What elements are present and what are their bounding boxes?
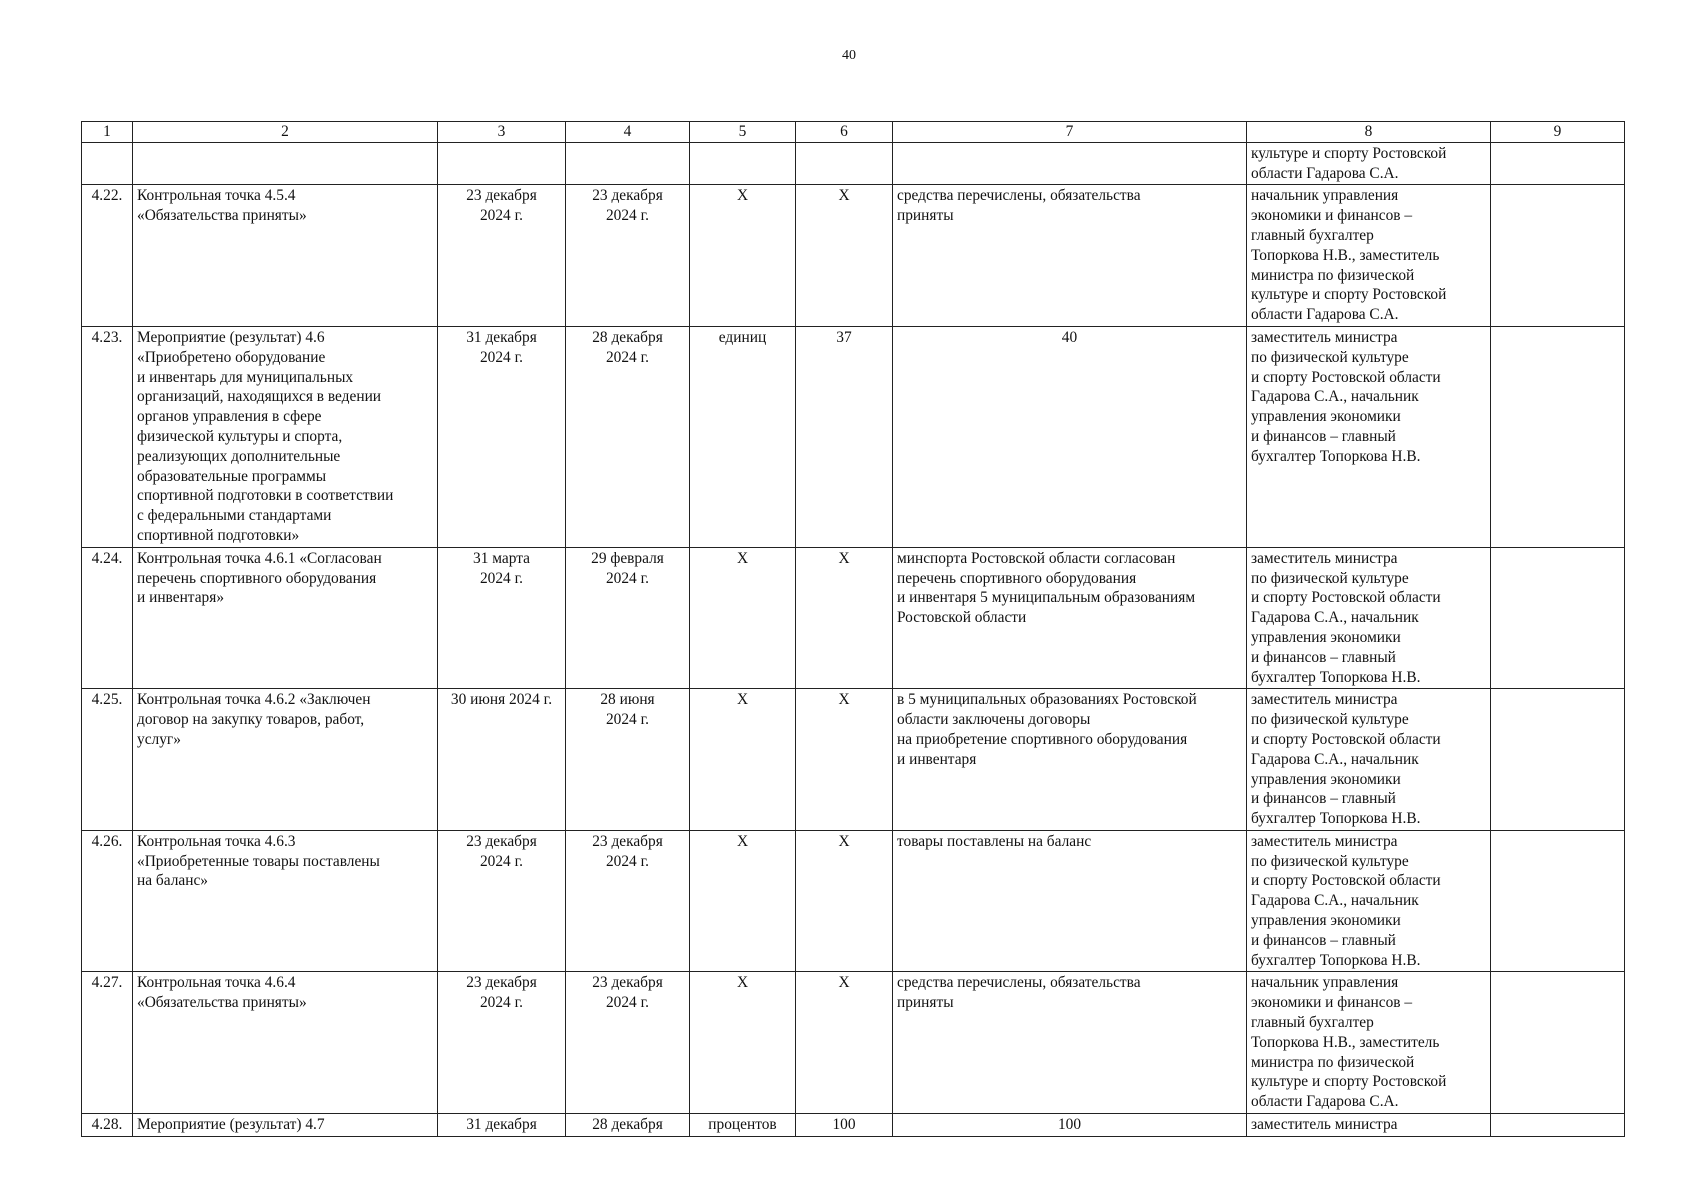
result-description-cell: средства перечислены, обязательства приняты bbox=[893, 185, 1247, 327]
responsible-person-cell: заместитель министра по физической культуре и спорту Ростовской области Гадарова С.А., начальник управления экономики и финансов – главный бухгалтер Топоркова Н.В. bbox=[1247, 689, 1491, 831]
event-name-cell: Контрольная точка 4.6.2 «Заключен договор на закупку товаров, работ, услуг» bbox=[133, 689, 438, 831]
fact-date-cell: 28 декабря 2024 г. bbox=[566, 326, 690, 547]
fact-date-cell: 29 февраля 2024 г. bbox=[566, 547, 690, 689]
result-description-cell: товары поставлены на баланс bbox=[893, 830, 1247, 972]
event-name-cell: Контрольная точка 4.6.1 «Согласован перечень спортивного оборудования и инвентаря» bbox=[133, 547, 438, 689]
table-row bbox=[82, 326, 1625, 547]
note-cell bbox=[1491, 547, 1625, 689]
fact-value-cell: 100 bbox=[893, 1114, 1247, 1137]
column-header-3: 3 bbox=[438, 122, 566, 143]
report-table bbox=[81, 121, 1625, 1137]
plan-value-cell bbox=[796, 142, 893, 185]
event-name-cell: Мероприятие (результат) 4.6 «Приобретено оборудование и инвентарь для муниципальных организаций, находящихся в ведении органов управления в сфере физической культуры и спорта, реализующих дополнительные образовательные программы спортивной подготовки в соответствии с федеральными стандартами спортивной подготовки» bbox=[133, 326, 438, 547]
unit-cell: единиц bbox=[690, 326, 796, 547]
plan-date-cell: 30 июня 2024 г. bbox=[438, 689, 566, 831]
plan-value-cell: 100 bbox=[796, 1114, 893, 1137]
plan-value-cell: 37 bbox=[796, 326, 893, 547]
table-row bbox=[82, 830, 1625, 972]
note-cell bbox=[1491, 830, 1625, 972]
plan-date-cell: 23 декабря 2024 г. bbox=[438, 972, 566, 1114]
unit-cell: Х bbox=[690, 547, 796, 689]
fact-date-cell: 23 декабря 2024 г. bbox=[566, 830, 690, 972]
table-row bbox=[82, 547, 1625, 689]
plan-value-cell: Х bbox=[796, 972, 893, 1114]
row-number-cell: 4.22. bbox=[82, 185, 133, 327]
row-number-cell: 4.24. bbox=[82, 547, 133, 689]
event-name-cell: Контрольная точка 4.6.4 «Обязательства приняты» bbox=[133, 972, 438, 1114]
responsible-person-cell: начальник управления экономики и финансов – главный бухгалтер Топоркова Н.В., заместитель министра по физической культуре и спорту Ростовской области Гадарова С.А. bbox=[1247, 972, 1491, 1114]
plan-value-cell: Х bbox=[796, 547, 893, 689]
plan-value-cell: Х bbox=[796, 689, 893, 831]
table-row bbox=[82, 185, 1625, 327]
note-cell bbox=[1491, 1114, 1625, 1137]
result-description-cell: средства перечислены, обязательства приняты bbox=[893, 972, 1247, 1114]
row-number-cell: 4.26. bbox=[82, 830, 133, 972]
result-description-cell: минспорта Ростовской области согласован перечень спортивного оборудования и инвентаря 5 муниципальным образованиям Ростовской области bbox=[893, 547, 1247, 689]
column-header-1: 1 bbox=[82, 122, 133, 143]
note-cell bbox=[1491, 972, 1625, 1114]
fact-date-cell bbox=[566, 142, 690, 185]
unit-cell: Х bbox=[690, 972, 796, 1114]
plan-date-cell: 23 декабря 2024 г. bbox=[438, 830, 566, 972]
responsible-person-cell: культуре и спорту Ростовской области Гадарова С.А. bbox=[1247, 142, 1491, 185]
plan-value-cell: Х bbox=[796, 185, 893, 327]
note-cell bbox=[1491, 142, 1625, 185]
table-row bbox=[82, 1114, 1625, 1137]
fact-date-cell: 23 декабря 2024 г. bbox=[566, 972, 690, 1114]
note-cell bbox=[1491, 689, 1625, 831]
unit-cell: Х bbox=[690, 830, 796, 972]
event-name-cell: Мероприятие (результат) 4.7 bbox=[133, 1114, 438, 1137]
fact-date-cell: 28 декабря bbox=[566, 1114, 690, 1137]
table-row bbox=[82, 142, 1625, 185]
page-number: 40 bbox=[842, 48, 856, 63]
unit-cell bbox=[690, 142, 796, 185]
column-header-7: 7 bbox=[893, 122, 1247, 143]
unit-cell: Х bbox=[690, 185, 796, 327]
unit-cell: процентов bbox=[690, 1114, 796, 1137]
fact-date-cell: 23 декабря 2024 г. bbox=[566, 185, 690, 327]
note-cell bbox=[1491, 185, 1625, 327]
plan-date-cell: 31 марта 2024 г. bbox=[438, 547, 566, 689]
table-header-row bbox=[82, 122, 1625, 143]
responsible-person-cell: начальник управления экономики и финансов – главный бухгалтер Топоркова Н.В., заместитель министра по физической культуре и спорту Ростовской области Гадарова С.А. bbox=[1247, 185, 1491, 327]
responsible-person-cell: заместитель министра bbox=[1247, 1114, 1491, 1137]
fact-date-cell: 28 июня 2024 г. bbox=[566, 689, 690, 831]
result-description-cell: в 5 муниципальных образованиях Ростовской области заключены договоры на приобретение спортивного оборудования и инвентаря bbox=[893, 689, 1247, 831]
column-header-9: 9 bbox=[1491, 122, 1625, 143]
result-description-cell bbox=[893, 142, 1247, 185]
responsible-person-cell: заместитель министра по физической культуре и спорту Ростовской области Гадарова С.А., начальник управления экономики и финансов – главный бухгалтер Топоркова Н.В. bbox=[1247, 830, 1491, 972]
fact-value-cell: 40 bbox=[893, 326, 1247, 547]
event-name-cell bbox=[133, 142, 438, 185]
event-name-cell: Контрольная точка 4.6.3 «Приобретенные товары поставлены на баланс» bbox=[133, 830, 438, 972]
unit-cell: Х bbox=[690, 689, 796, 831]
table-row bbox=[82, 689, 1625, 831]
column-header-2: 2 bbox=[133, 122, 438, 143]
column-header-4: 4 bbox=[566, 122, 690, 143]
column-header-8: 8 bbox=[1247, 122, 1491, 143]
plan-value-cell: Х bbox=[796, 830, 893, 972]
row-number-cell: 4.23. bbox=[82, 326, 133, 547]
row-number-cell: 4.28. bbox=[82, 1114, 133, 1137]
responsible-person-cell: заместитель министра по физической культуре и спорту Ростовской области Гадарова С.А., начальник управления экономики и финансов – главный бухгалтер Топоркова Н.В. bbox=[1247, 326, 1491, 547]
column-header-5: 5 bbox=[690, 122, 796, 143]
responsible-person-cell: заместитель министра по физической культуре и спорту Ростовской области Гадарова С.А., начальник управления экономики и финансов – главный бухгалтер Топоркова Н.В. bbox=[1247, 547, 1491, 689]
row-number-cell: 4.27. bbox=[82, 972, 133, 1114]
row-number-cell bbox=[82, 142, 133, 185]
table-row bbox=[82, 972, 1625, 1114]
plan-date-cell: 31 декабря bbox=[438, 1114, 566, 1137]
plan-date-cell: 23 декабря 2024 г. bbox=[438, 185, 566, 327]
event-name-cell: Контрольная точка 4.5.4 «Обязательства приняты» bbox=[133, 185, 438, 327]
column-header-6: 6 bbox=[796, 122, 893, 143]
row-number-cell: 4.25. bbox=[82, 689, 133, 831]
plan-date-cell bbox=[438, 142, 566, 185]
note-cell bbox=[1491, 326, 1625, 547]
plan-date-cell: 31 декабря 2024 г. bbox=[438, 326, 566, 547]
